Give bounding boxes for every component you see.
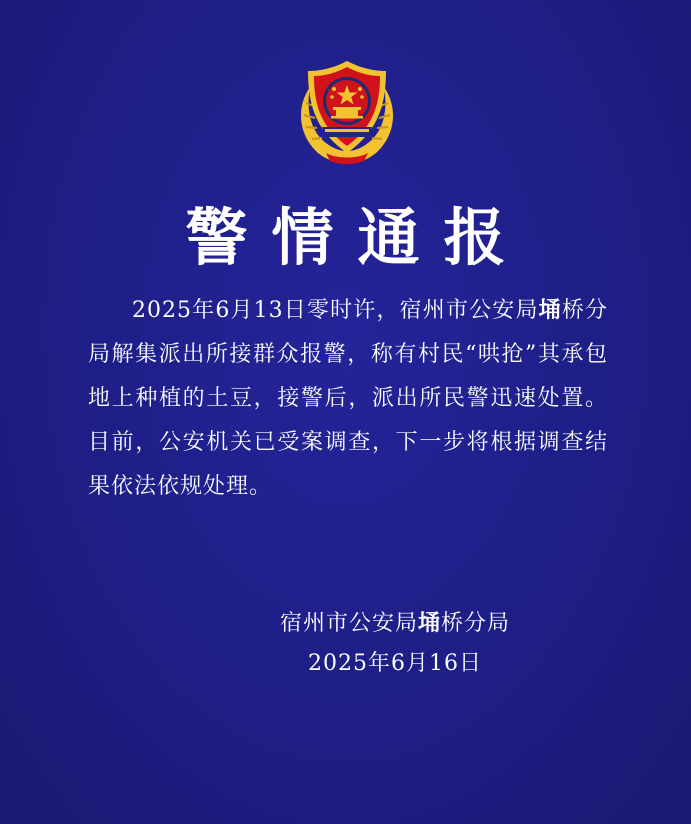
police-emblem-icon [292, 57, 402, 169]
body-text-part1: 2025年6月13日零时许，宿州市公安局 [132, 298, 539, 323]
org-name-part1: 宿州市公安局 [279, 611, 418, 636]
announcement-body [88, 288, 608, 509]
issuing-organization [250, 603, 540, 644]
org-name-part2: 桥分局 [441, 611, 511, 636]
body-text-part2: 桥分局解集派出所接群众报警，称有村民“哄抢”其承包地上种植的土豆，接警后，派出所民警迅速处置。目前，公安机关已受案调查，下一步将根据调查结果依法依规处理。 [88, 298, 608, 499]
signature-block [250, 603, 540, 684]
issue-date: 2025年6月16日 [308, 651, 482, 676]
page-title: 警情通报 [185, 201, 530, 274]
body-bold-char: 埇 [538, 297, 562, 323]
org-bold-char: 埇 [417, 610, 441, 636]
